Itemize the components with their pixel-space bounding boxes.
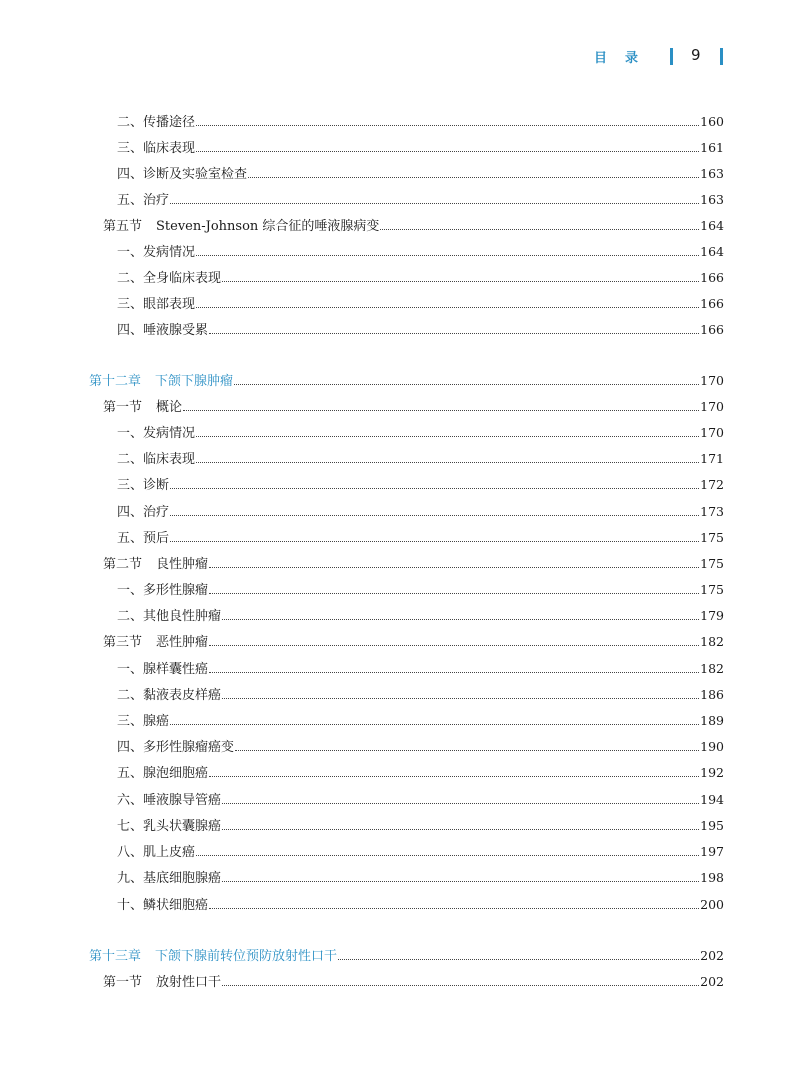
leader-dots: [209, 566, 699, 568]
section-number: 第五节: [103, 219, 143, 234]
toc-item-label: 八、肌上皮癌: [117, 845, 196, 860]
toc-item[interactable]: [117, 764, 724, 783]
toc-page-number: 166: [700, 322, 724, 337]
toc-item[interactable]: [117, 869, 724, 888]
section-number: 第一节: [103, 975, 143, 990]
toc-item-label: 二、全身临床表现: [117, 271, 222, 286]
section-number: 第一节: [103, 400, 143, 415]
toc-page-number: 189: [700, 713, 724, 728]
toc-page-number: 163: [700, 192, 724, 207]
toc-item-label: 九、基底细胞腺癌: [117, 871, 222, 886]
toc-item[interactable]: [117, 896, 724, 915]
toc-item[interactable]: [117, 191, 724, 210]
toc-item-label: 一、发病情况: [117, 426, 196, 441]
toc-item-label: 六、唾液腺导管癌: [117, 793, 222, 808]
toc-page-number: 166: [700, 296, 724, 311]
leader-dots: [170, 487, 699, 489]
toc-item-label: 十、鳞状细胞癌: [117, 898, 209, 913]
toc-section[interactable]: [103, 633, 724, 652]
toc-page-number: 192: [700, 765, 724, 780]
toc-item-label: 四、治疗: [117, 505, 170, 520]
toc-page-number: 175: [700, 530, 724, 545]
toc-item-label: 一、腺样囊性癌: [117, 662, 209, 677]
toc-item-label: 五、腺泡细胞癌: [117, 766, 209, 781]
section-title: 恶性肿瘤: [156, 635, 209, 650]
leader-dots: [209, 644, 699, 646]
toc-item-label: 三、腺癌: [117, 714, 170, 729]
toc-item[interactable]: [117, 660, 724, 679]
toc-section[interactable]: [103, 398, 724, 417]
toc-item-label: 五、预后: [117, 531, 170, 546]
toc-item-label: 三、眼部表现: [117, 297, 196, 312]
toc-item[interactable]: [117, 607, 724, 626]
toc-item[interactable]: [117, 321, 724, 340]
page-header: [0, 46, 800, 68]
chapter-number: 第十三章: [89, 949, 142, 964]
toc-page-number: 182: [700, 634, 724, 649]
toc-item[interactable]: [117, 817, 724, 836]
toc-item[interactable]: [117, 791, 724, 810]
toc-item-label: 七、乳头状囊腺癌: [117, 819, 222, 834]
leader-dots: [196, 150, 699, 152]
toc-page-number: 200: [700, 897, 724, 912]
leader-dots: [222, 618, 699, 620]
toc-chapter[interactable]: [89, 372, 724, 391]
toc-section[interactable]: [103, 555, 724, 574]
leader-dots: [209, 332, 699, 334]
toc-item-label: 二、临床表现: [117, 452, 196, 467]
toc-item[interactable]: [117, 450, 724, 469]
toc-item-label: 四、唾液腺受累: [117, 323, 209, 338]
chapter-title: 下颌下腺前转位预防放射性口干: [155, 949, 338, 964]
toc-item[interactable]: [117, 113, 724, 132]
toc-item[interactable]: [117, 503, 724, 522]
leader-dots: [183, 409, 699, 411]
leader-dots: [209, 775, 699, 777]
toc-page-number: 175: [700, 556, 724, 571]
toc-page-number: 171: [700, 451, 724, 466]
toc-item[interactable]: [117, 686, 724, 705]
leader-dots: [170, 723, 699, 725]
toc-page-number: 173: [700, 504, 724, 519]
chapter-number: 第十二章: [89, 374, 142, 389]
toc-item[interactable]: [117, 139, 724, 158]
toc-item-label: 四、诊断及实验室检查: [117, 167, 248, 182]
toc-item[interactable]: [117, 243, 724, 262]
page-number: 9: [691, 46, 701, 64]
chapter-title: 下颌下腺肿瘤: [155, 374, 234, 389]
leader-dots: [222, 697, 699, 699]
toc-page-number: 170: [700, 425, 724, 440]
toc-item-label: 一、多形性腺瘤: [117, 583, 209, 598]
toc-item-label: 二、其他良性肿瘤: [117, 609, 222, 624]
leader-dots: [209, 592, 699, 594]
leader-dots: [170, 514, 699, 516]
toc-chapter-label: [89, 948, 337, 966]
leader-dots: [196, 461, 699, 463]
toc-item-label: 二、黏液表皮样癌: [117, 688, 222, 703]
section-title: 放射性口干: [156, 975, 222, 990]
toc-page-number: 170: [700, 399, 724, 414]
toc-chapter-label: [89, 373, 233, 391]
leader-dots: [222, 802, 699, 804]
toc-item[interactable]: [117, 581, 724, 600]
toc-item-label: 一、发病情况: [117, 245, 196, 260]
toc-chapter[interactable]: [89, 947, 724, 966]
toc-page-number: 170: [700, 373, 724, 388]
leader-dots: [222, 280, 699, 282]
toc-item[interactable]: [117, 529, 724, 548]
header-end-bar: [720, 48, 723, 65]
running-title: [594, 47, 640, 66]
leader-dots: [222, 828, 699, 830]
header-divider-bar: [670, 48, 673, 65]
toc-item-label: 三、诊断: [117, 478, 170, 493]
leader-dots: [209, 671, 699, 673]
toc-page-number: 172: [700, 477, 724, 492]
section-number: 第三节: [103, 635, 143, 650]
toc-page-number: 202: [700, 974, 724, 989]
leader-dots: [235, 749, 699, 751]
section-title: Steven-Johnson 综合征的唾液腺病变: [156, 219, 380, 234]
leader-dots: [338, 958, 699, 960]
running-title-char-1: 目: [594, 51, 610, 66]
toc-page-number: 166: [700, 270, 724, 285]
toc-item[interactable]: [117, 269, 724, 288]
toc-item[interactable]: [117, 295, 724, 314]
leader-dots: [196, 124, 699, 126]
toc-page-number: 175: [700, 582, 724, 597]
toc-item-label: 五、治疗: [117, 193, 170, 208]
toc-item[interactable]: [117, 738, 724, 757]
leader-dots: [209, 907, 699, 909]
leader-dots: [248, 176, 699, 178]
toc-page-number: 186: [700, 687, 724, 702]
leader-dots: [170, 202, 699, 204]
toc-item-label: 四、多形性腺瘤癌变: [117, 740, 235, 755]
leader-dots: [234, 383, 699, 385]
toc-section-label: [103, 974, 221, 992]
leader-dots: [222, 984, 699, 986]
toc-section[interactable]: [103, 973, 724, 992]
toc-page-number: 194: [700, 792, 724, 807]
toc-section-label: [103, 556, 208, 574]
leader-dots: [196, 854, 699, 856]
toc-page-number: 182: [700, 661, 724, 676]
toc-page-number: 197: [700, 844, 724, 859]
leader-dots: [222, 880, 699, 882]
toc-item[interactable]: [117, 165, 724, 184]
toc-page-number: 164: [700, 218, 724, 233]
toc-page-number: 195: [700, 818, 724, 833]
toc-item-label: 二、传播途径: [117, 115, 196, 130]
section-title: 概论: [156, 400, 183, 415]
running-title-char-2: 录: [625, 51, 641, 66]
toc-item[interactable]: [117, 843, 724, 862]
toc-page-number: 160: [700, 114, 724, 129]
toc-page-number: 163: [700, 166, 724, 181]
toc-item-label: 三、临床表现: [117, 141, 196, 156]
toc-page-number: 202: [700, 948, 724, 963]
toc-section[interactable]: [103, 217, 724, 236]
leader-dots: [380, 228, 699, 230]
leader-dots: [170, 540, 699, 542]
toc-page-number: 190: [700, 739, 724, 754]
leader-dots: [196, 435, 699, 437]
toc-item[interactable]: [117, 424, 724, 443]
toc-page-number: 161: [700, 140, 724, 155]
toc-page-number: 198: [700, 870, 724, 885]
toc-item[interactable]: [117, 476, 724, 495]
toc-page-number: 164: [700, 244, 724, 259]
toc-section-label: [103, 634, 208, 652]
leader-dots: [196, 254, 699, 256]
toc-item[interactable]: [117, 712, 724, 731]
leader-dots: [196, 306, 699, 308]
toc-section-label: [103, 218, 379, 236]
section-title: 良性肿瘤: [156, 557, 209, 572]
toc-section-label: [103, 399, 182, 417]
toc-page-number: 179: [700, 608, 724, 623]
section-number: 第二节: [103, 557, 143, 572]
